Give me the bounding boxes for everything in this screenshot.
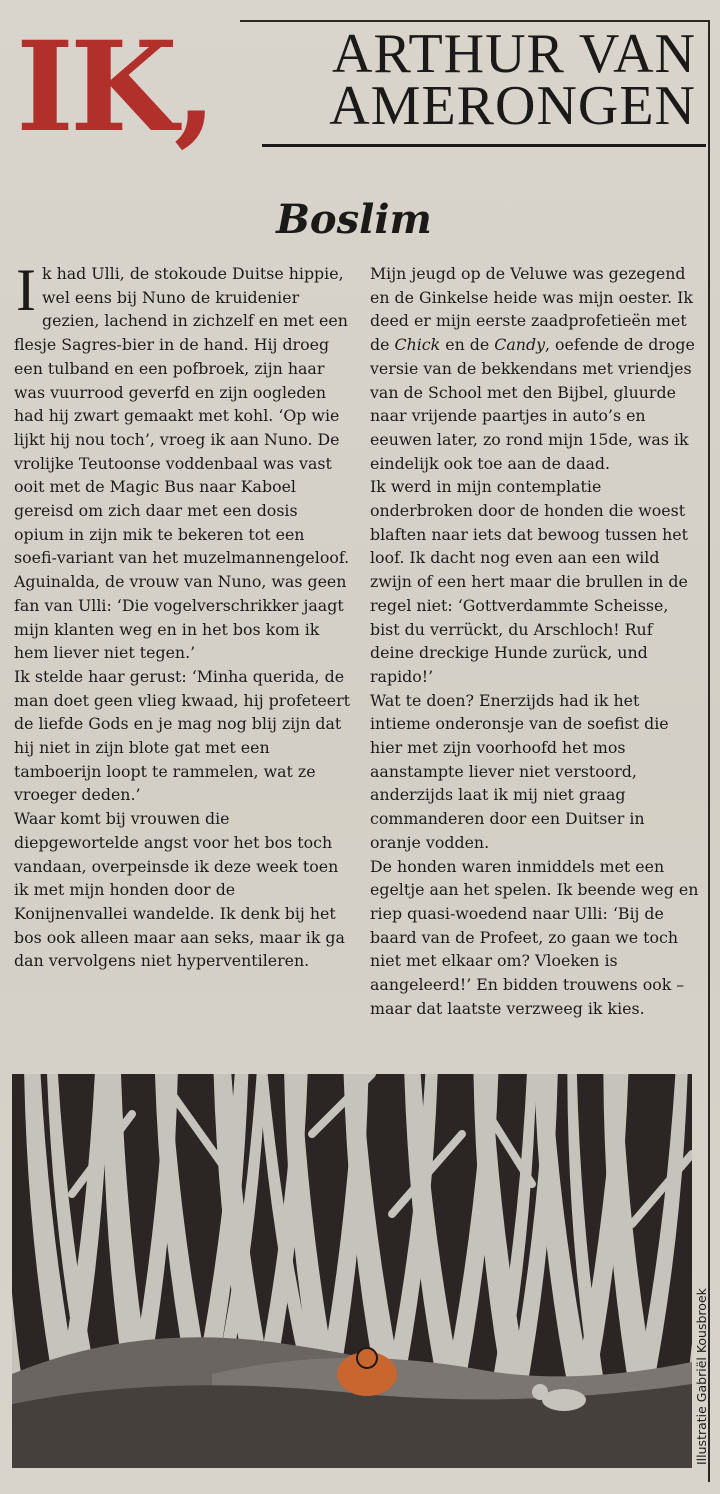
paragraph-1	[14, 257, 350, 570]
paragraph-3: Ik stelde haar gerust: ‘Minha querida, de man doet geen vlieg kwaad, hij profeteert de liefde Gods en je mag nog blij zijn dat hij niet in zijn blote gat met een tamboerijn loopt te rammelen, wat ze vroeger deden.’	[14, 666, 350, 805]
illustration-credit: Illustratie Gabriël Kousbroek	[694, 1288, 709, 1465]
drop-cap: I	[16, 257, 36, 323]
article-column-right	[370, 262, 700, 1021]
forest-illustration	[12, 1074, 692, 1468]
article-title: Boslim	[276, 196, 432, 243]
magazine-name-candy: Candy	[494, 335, 545, 355]
article-column-left	[14, 257, 350, 973]
paragraph-5-text-en: en de	[440, 335, 495, 355]
magazine-name-chick: Chick	[394, 335, 441, 355]
paragraph-7: Wat te doen? Enerzijds had ik het intieme onderonsje van de soefist die hier met zijn voorhoofd het mos aanstampte liever niet verstoord, anderzijds laat ik mij niet graag commanderen door een Duitser in oranje vodden.	[370, 690, 669, 852]
author-name-line-2: AMERONGEN	[329, 75, 696, 137]
masthead-underline	[262, 144, 706, 147]
paragraph-8: De honden waren inmiddels met een egeltje aan het spelen. Ik beende weg en riep quasi-woedend naar Ulli: ‘Bij de baard van de Profeet, zo gaan we toch niet met elkaar om? Vloeken is aangeleerd!’ En bidden trouwens ook – maar dat laatste verzweeg ik kies.	[370, 856, 699, 1018]
column-masthead	[10, 15, 700, 160]
paragraph-4: Waar komt bij vrouwen die diepgewortelde angst voor het bos toch vandaan, overpeinsde ik deze week toen ik met mijn honden door de Konijnenvallei wandelde. Ik denk bij het bos ook alleen maar aan seks, maar ik ga dan vervolgens niet hyperventileren.	[14, 809, 345, 971]
paragraph-1-text: k had Ulli, de stokoude Duitse hippie, wel eens bij Nuno de kruidenier gezien, lachend in zichzelf en met een flesje Sagres-bier in de hand. Hij droeg een tulband en een pofbroek, zijn haar was vuurrood geverfd en zijn oogleden had hij zwart gemaakt met kohl. ‘Op wie lijkt hij nou toch’, vroeg ik aan Nuno. De vrolijke Teutoonse voddenbaal was vast ooit met de Magic Bus naar Kaboel gereisd om zich daar met een dosis opium in zijn mik te bekeren tot een soefi-variant van het muzelmannengeloof.	[14, 264, 350, 568]
paragraph-6: Ik werd in mijn contemplatie onderbroken door de honden die woest blaften naar iets dat bewoog tussen het loof. Ik dacht nog even aan een wild zwijn of een hert maar die brullen in de regel niet: ‘Gottverdammte Scheisse, bist du verrückt, du Arschloch! Ruf deine dreckige Hunde zurück, und rapido!’	[370, 477, 688, 686]
dog	[542, 1389, 586, 1411]
turban	[357, 1348, 377, 1368]
masthead-prefix: IK,	[16, 15, 213, 160]
author-name	[256, 23, 696, 137]
paragraph-5	[370, 262, 700, 475]
right-rule	[708, 20, 710, 1482]
paragraph-2: Aguinalda, de vrouw van Nuno, was geen fan van Ulli: ‘Die vogelverschrikker jaagt mijn klanten weg en in het bos kom ik hem liever niet tegen.’	[14, 572, 347, 663]
dog-head	[532, 1384, 548, 1400]
forest-illustration-svg	[12, 1074, 692, 1468]
paragraph-5-text-a: Mijn jeugd op de Veluwe was gezegend en de Ginkelse heide was mijn oester. Ik deed er mijn eerste zaadprofetieën met de	[370, 264, 693, 355]
author-name-line-1: ARTHUR VAN	[332, 23, 696, 85]
paragraph-5-text-b: , oefende de droge versie van de bekkendans met vriendjes van de School met den Bijbel, gluurde naar vrijende paartjes in auto’s en eeuwen later, zo rond mijn 15de, was ik eindelijk ook toe aan de daad.	[370, 335, 695, 473]
hill-near	[12, 1384, 692, 1468]
